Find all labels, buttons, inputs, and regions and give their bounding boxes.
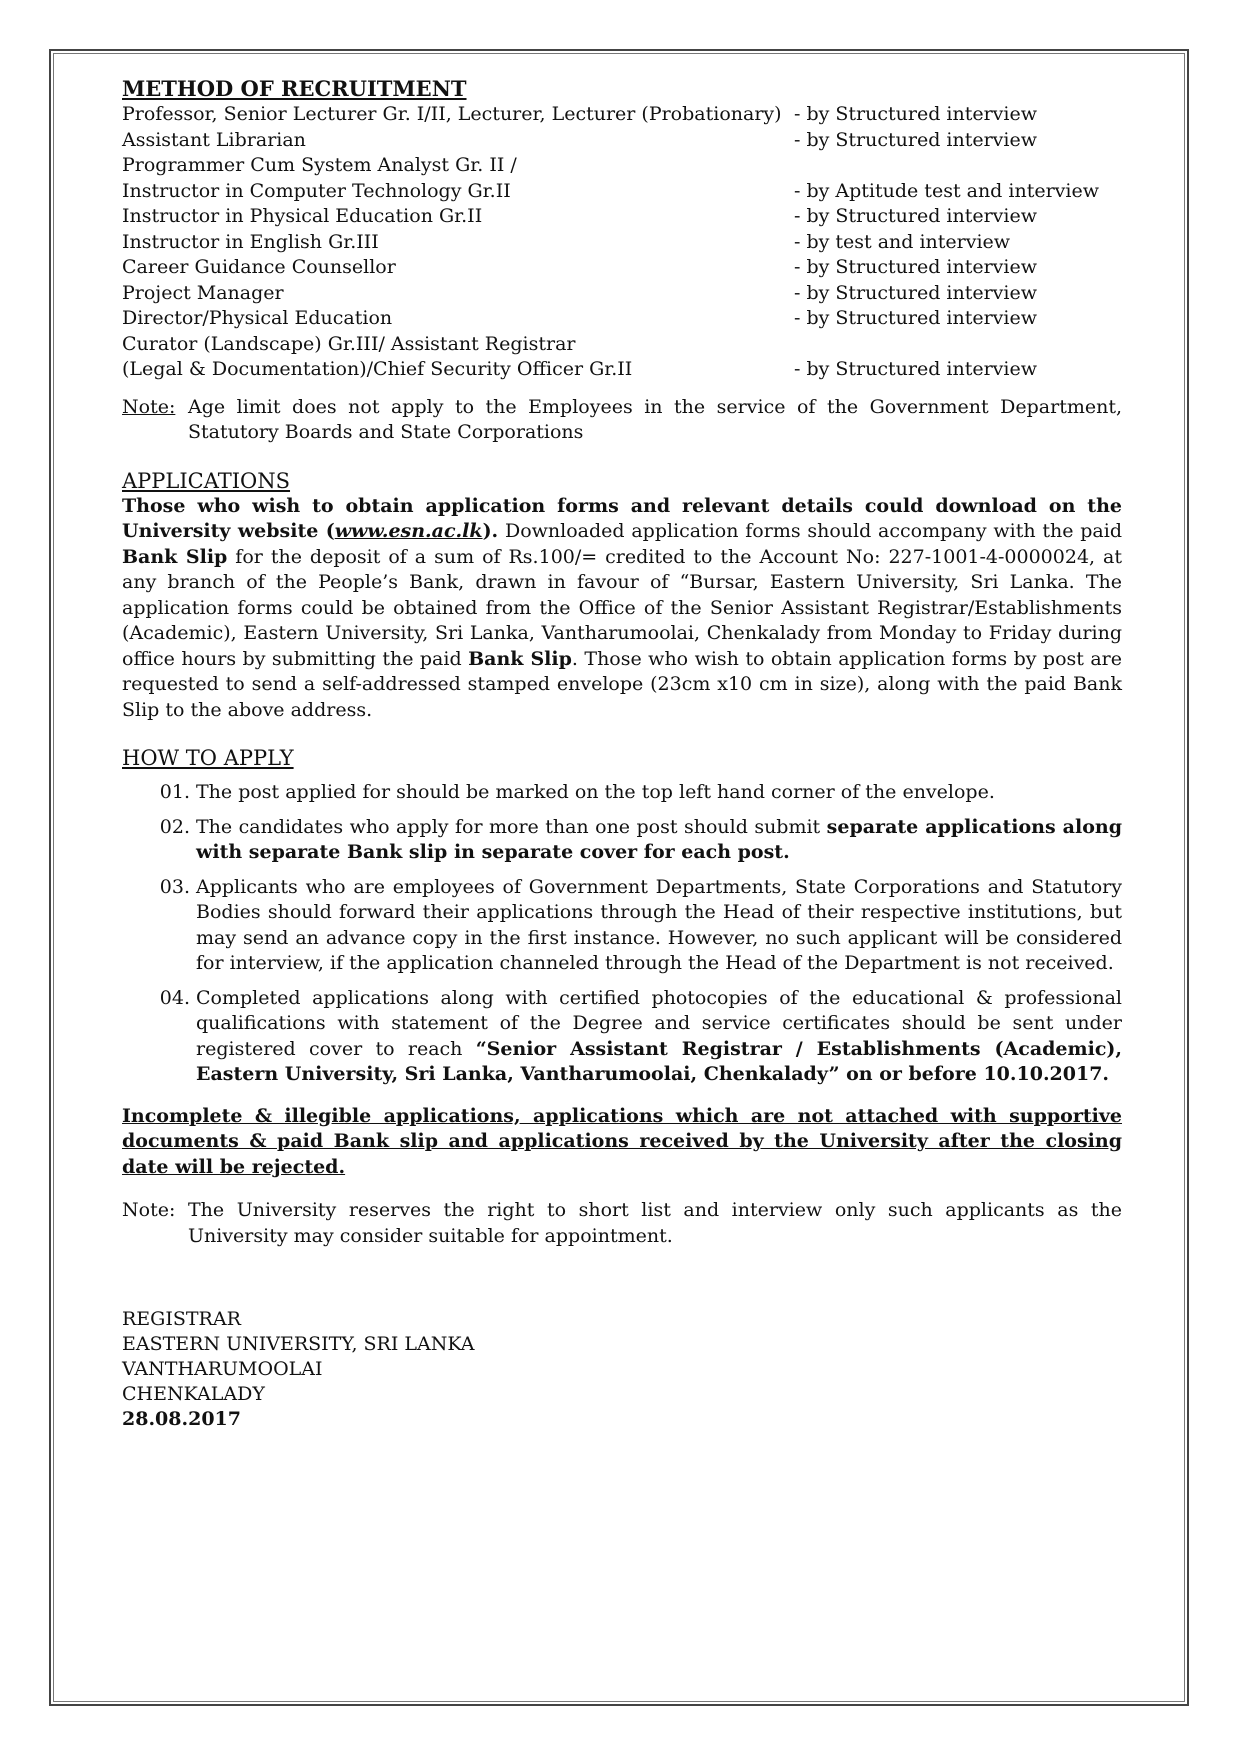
applications-section bbox=[122, 468, 1122, 724]
table-row bbox=[122, 179, 1122, 205]
university-website-link[interactable]: www.esn.ac.lk bbox=[334, 520, 483, 542]
table-row bbox=[122, 230, 1122, 256]
list-item-number: 03. bbox=[159, 875, 190, 898]
method-table bbox=[122, 102, 1122, 383]
applications-lead: Those who wish to obtain application forms and relevant details could download on the University website (www.esn.ac.lk). bbox=[122, 494, 1122, 542]
how-to-apply-section bbox=[122, 745, 1122, 1088]
table-row bbox=[122, 204, 1122, 230]
rejection-warning: Incomplete & illegible applications, applications which are not attached with supportive documents & paid Bank slip and applications received by the University after the closing date will be rejected. bbox=[122, 1104, 1122, 1178]
how-to-apply-list bbox=[122, 780, 1122, 1088]
note-label: Note: bbox=[122, 1199, 176, 1221]
recruitment-method bbox=[794, 153, 1122, 179]
post-name: Instructor in Physical Education Gr.II bbox=[122, 205, 483, 227]
list-item-text: The post applied for should be marked on the top left hand corner of the envelope. bbox=[196, 781, 995, 803]
list-item-number: 02. bbox=[159, 815, 190, 838]
list-item-text: Completed applications along with certified photocopies of the educational & professional qualifications with statement of the Degree and service certificates should be sent under registered cover to reach “Senior Assistant Registrar / Establishments (Academic), Eastern University, Sri Lanka, Vantharumoolai, Chenkalady” on or before 10.10.2017. bbox=[196, 986, 1122, 1085]
list-item bbox=[122, 780, 1122, 806]
list-item-text: Applicants who are employees of Government Departments, State Corporations and Statutory Bodies should forward their applications through the Head of their respective institutions, but may send an advance copy in the first instance. However, no such applicant will be considered for interview, if the application channeled through the Head of the Department is not received. bbox=[196, 875, 1122, 974]
table-row bbox=[122, 281, 1122, 307]
post-name: Curator (Landscape) Gr.III/ Assistant Registrar bbox=[122, 332, 576, 355]
table-row bbox=[122, 102, 1122, 128]
signoff-date: 28.08.2017 bbox=[122, 1408, 241, 1430]
recruitment-method: - by Structured interview bbox=[794, 128, 1038, 151]
list-item-number: 01. bbox=[159, 781, 190, 803]
list-item bbox=[122, 815, 1122, 866]
recruitment-method: - by Structured interview bbox=[794, 103, 1038, 125]
note-text: Age limit does not apply to the Employees in the service of the Government Department, Statutory Boards and State Corporations bbox=[188, 395, 1122, 443]
method-heading: METHOD OF RECRUITMENT bbox=[122, 76, 467, 101]
recruitment-method: - by test and interview bbox=[794, 230, 1011, 253]
post-name: Programmer Cum System Analyst Gr. II / bbox=[122, 154, 517, 176]
post-name: Director/Physical Education bbox=[122, 307, 393, 329]
post-name: Project Manager bbox=[122, 281, 284, 304]
post-name: (Legal & Documentation)/Chief Security Officer Gr.II bbox=[122, 358, 633, 380]
post-name: Assistant Librarian bbox=[122, 128, 306, 151]
list-item-text: The candidates who apply for more than one post should submit separate applications along with separate Bank slip in separate cover for each post. bbox=[196, 815, 1122, 863]
recruitment-method: - by Structured interview bbox=[794, 358, 1038, 380]
signoff-title: REGISTRAR bbox=[122, 1308, 241, 1330]
recruitment-method bbox=[794, 332, 1122, 358]
post-name: Instructor in English Gr.III bbox=[122, 230, 379, 253]
list-item bbox=[122, 875, 1122, 977]
recruitment-method: - by Structured interview bbox=[794, 307, 1038, 329]
table-row bbox=[122, 306, 1122, 332]
table-row bbox=[122, 332, 1122, 358]
applications-paragraph: Those who wish to obtain application forms and relevant details could download on the University website (www.esn.ac.lk). Downloaded application forms should accompany with the paid Bank Slip for the deposit of a sum of Rs.100/= credited to the Account No: 227-1001-4-0000024, at any branch of the People’s Bank, drawn in favour of “Bursar, Eastern University, Sri Lanka. The application forms could be obtained from the Office of the Senior Assistant Registrar/Establishments (Academic), Eastern University, Sri Lanka, Vantharumoolai, Chenkalady from Monday to Friday during office hours by submitting the paid Bank Slip. Those who wish to obtain application forms by post are requested to send a self-addressed stamped envelope (23cm x10 cm in size), along with the paid Bank Slip to the above address. bbox=[122, 494, 1123, 721]
note-label: Note: bbox=[122, 395, 176, 418]
note-age-limit bbox=[122, 395, 1122, 446]
recruitment-method: - by Aptitude test and interview bbox=[794, 179, 1099, 202]
note-shortlist bbox=[122, 1198, 1122, 1249]
post-name: Instructor in Computer Technology Gr.II bbox=[122, 179, 511, 202]
recruitment-method: - by Structured interview bbox=[794, 256, 1038, 278]
list-item bbox=[122, 986, 1122, 1088]
list-item-number: 04. bbox=[159, 986, 190, 1009]
post-name: Career Guidance Counsellor bbox=[122, 256, 396, 278]
signoff-place: VANTHARUMOOLAI bbox=[122, 1358, 323, 1380]
table-row bbox=[122, 153, 1122, 179]
signoff-block bbox=[122, 1307, 1122, 1432]
applications-heading: APPLICATIONS bbox=[122, 468, 291, 493]
table-row bbox=[122, 128, 1122, 154]
post-name: Professor, Senior Lecturer Gr. I/II, Lecturer, Lecturer (Probationary) bbox=[122, 103, 782, 125]
recruitment-method: - by Structured interview bbox=[794, 205, 1038, 227]
document-body bbox=[122, 76, 1122, 1432]
table-row bbox=[122, 357, 1122, 383]
signoff-place: CHENKALADY bbox=[122, 1383, 265, 1405]
table-row bbox=[122, 255, 1122, 281]
signoff-organization: EASTERN UNIVERSITY, SRI LANKA bbox=[122, 1333, 475, 1355]
recruitment-method: - by Structured interview bbox=[794, 281, 1038, 304]
note-text: The University reserves the right to short list and interview only such applicants as the University may consider suitable for appointment. bbox=[188, 1199, 1122, 1247]
how-to-apply-heading: HOW TO APPLY bbox=[122, 746, 294, 770]
